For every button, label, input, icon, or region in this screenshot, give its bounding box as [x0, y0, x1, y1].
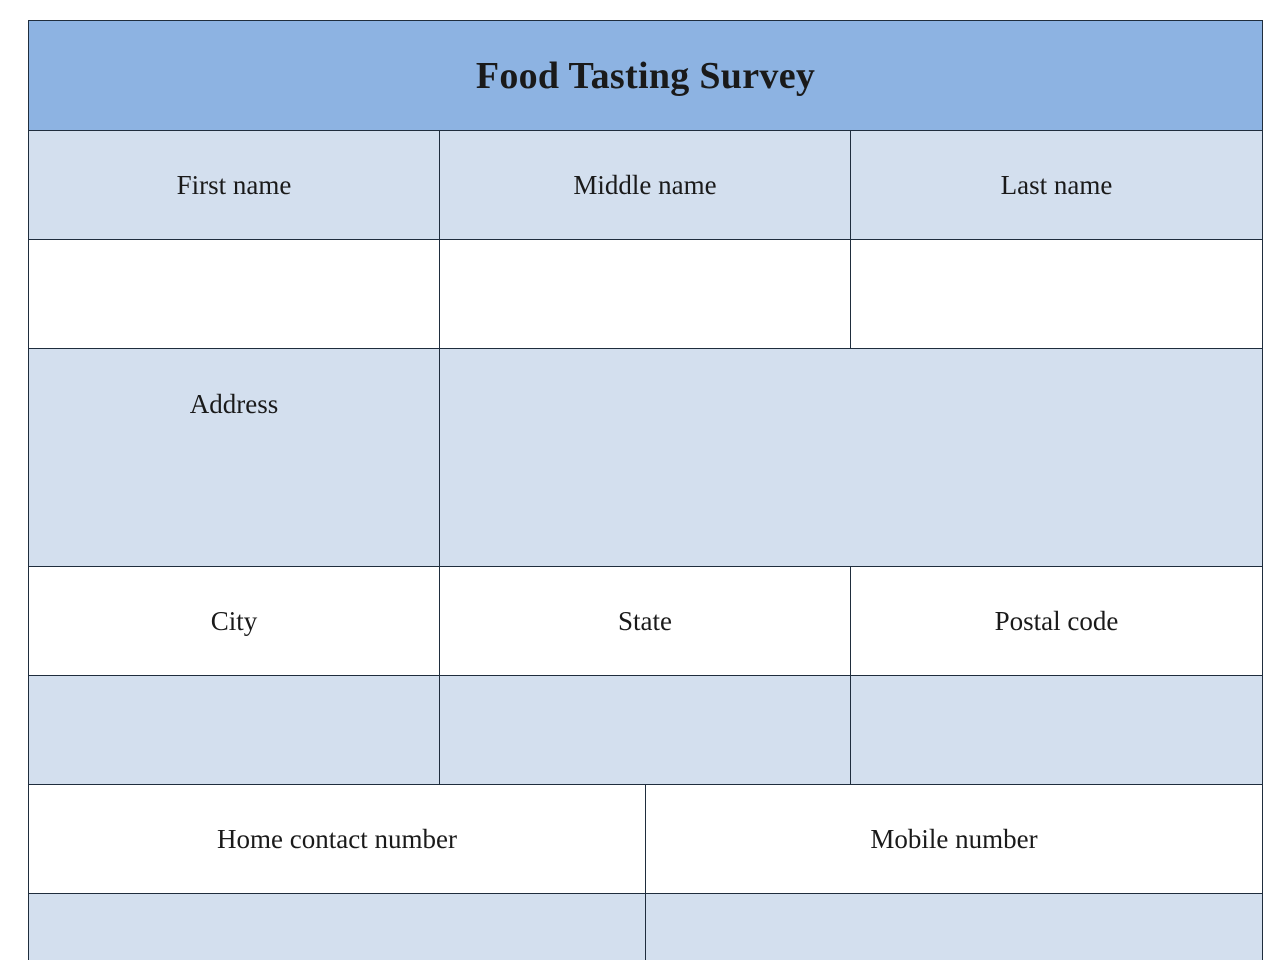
- first-name-field[interactable]: [29, 240, 440, 348]
- phone-label-row: [29, 785, 1262, 894]
- address-row: [29, 349, 1262, 567]
- form-title: Food Tasting Survey: [29, 21, 1262, 131]
- city-field[interactable]: [29, 676, 440, 784]
- home-contact-number-label: Home contact number: [29, 785, 646, 893]
- name-input-row: [29, 240, 1262, 349]
- state-label: State: [440, 567, 851, 675]
- city-label: City: [29, 567, 440, 675]
- state-field[interactable]: [440, 676, 851, 784]
- middle-name-field[interactable]: [440, 240, 851, 348]
- mobile-number-field[interactable]: [646, 894, 1262, 960]
- location-label-row: [29, 567, 1262, 676]
- mobile-number-label: Mobile number: [646, 785, 1262, 893]
- name-label-row: [29, 131, 1262, 240]
- postal-code-field[interactable]: [851, 676, 1262, 784]
- address-field[interactable]: [440, 349, 1262, 566]
- postal-code-label: Postal code: [851, 567, 1262, 675]
- first-name-label: First name: [29, 131, 440, 239]
- last-name-field[interactable]: [851, 240, 1262, 348]
- location-input-row: [29, 676, 1262, 785]
- home-contact-number-field[interactable]: [29, 894, 646, 960]
- last-name-label: Last name: [851, 131, 1262, 239]
- address-label: Address: [29, 349, 440, 566]
- phone-input-row: [29, 894, 1262, 960]
- middle-name-label: Middle name: [440, 131, 851, 239]
- food-tasting-survey-form: [28, 20, 1263, 960]
